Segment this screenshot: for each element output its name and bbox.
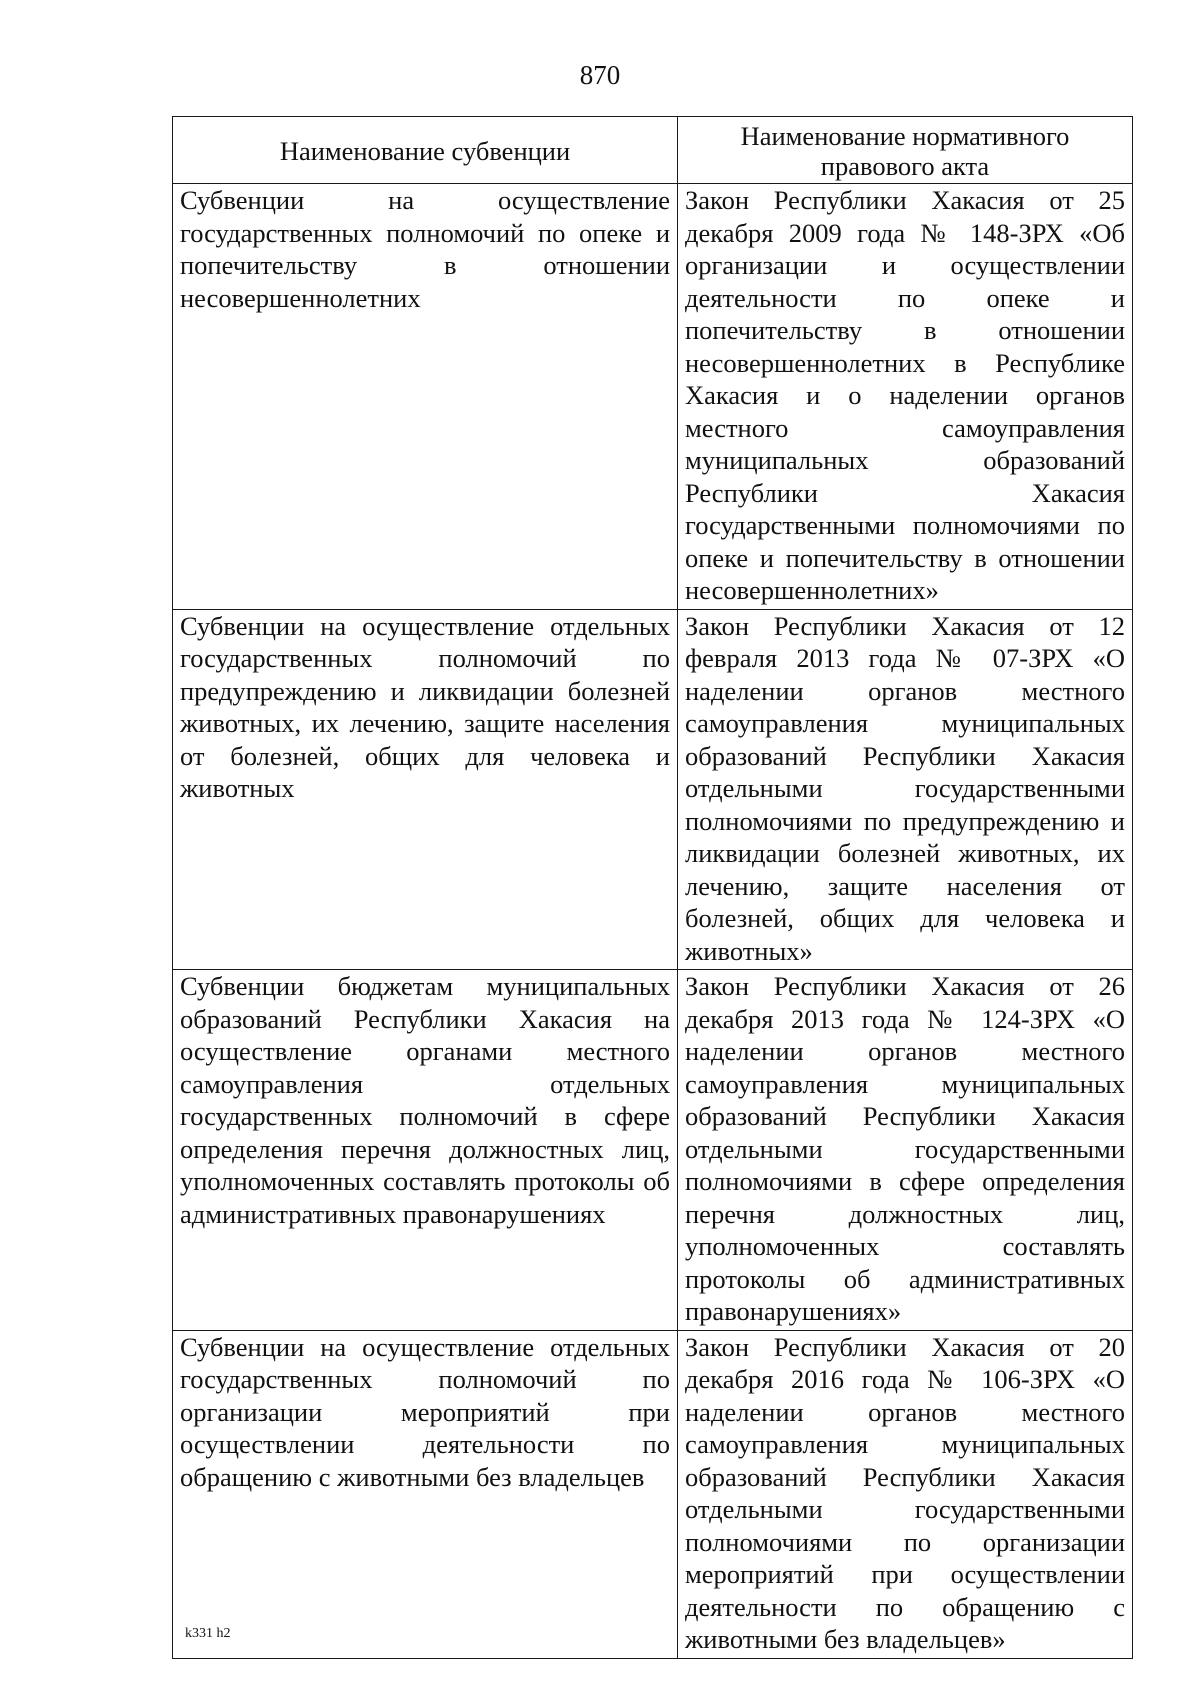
subvention-cell: Субвенции бюджетам муниципальных образований Республики Хакасия на осуществление органами местного самоуправления отдельных государственных полномочий в сфере определения перечня должностных лиц, уполномоченных составлять протоколы об административных правонарушениях: [173, 970, 678, 1331]
table-header-row: [173, 117, 1133, 184]
subvention-cell: Субвенции на осуществление отдельных государственных полномочий по организации мероприятий при осуществлении деятельности по обращению с животными без владельцев: [173, 1330, 678, 1658]
legal-act-cell: Закон Республики Хакасия от 20 декабря 2016 года № 106-ЗРХ «О наделении органов местного самоуправления муниципальных образований Республики Хакасия отдельными государственными полномочиями по организации мероприятий при осуществлении деятельности по обращению с животными без владельцев»: [678, 1330, 1133, 1658]
legal-act-cell: Закон Республики Хакасия от 12 февраля 2013 года № 07-ЗРХ «О наделении органов местного самоуправления муниципальных образований Республики Хакасия отдельными государственными полномочиями по предупреждению и ликвидации болезней животных, их лечению, защите населения от болезней, общих для человека и животных»: [678, 609, 1133, 970]
subventions-table: [172, 116, 1133, 1659]
legal-act-cell: Закон Республики Хакасия от 26 декабря 2013 года № 124-ЗРХ «О наделении органов местного самоуправления муниципальных образований Республики Хакасия отдельными государственными полномочиями в сфере определения перечня должностных лиц, уполномоченных составлять протоколы об административных правонарушениях»: [678, 970, 1133, 1331]
header-subvention-name: Наименование субвенции: [173, 117, 678, 184]
table-row: [173, 609, 1133, 970]
header-legal-act-name: Наименование нормативного правового акта: [678, 117, 1133, 184]
footer-code: k331 h2: [185, 1626, 231, 1641]
subvention-cell: Субвенции на осуществление отдельных государственных полномочий по предупреждению и ликвидации болезней животных, их лечению, защите населения от болезней, общих для человека и животных: [173, 609, 678, 970]
table-row: [173, 1330, 1133, 1658]
table-row: [173, 184, 1133, 610]
table-row: [173, 970, 1133, 1331]
page-number: 870: [579, 60, 621, 90]
subvention-cell: Субвенции на осуществление государственных полномочий по опеке и попечительству в отношении несовершеннолетних: [173, 184, 678, 610]
legal-act-cell: Закон Республики Хакасия от 25 декабря 2009 года № 148-ЗРХ «Об организации и осуществлении деятельности по опеке и попечительству в отношении несовершеннолетних в Республике Хакасия и о наделении органов местного самоуправления муниципальных образований Республики Хакасия государственными полномочиями по опеке и попечительству в отношении несовершеннолетних»: [678, 184, 1133, 610]
